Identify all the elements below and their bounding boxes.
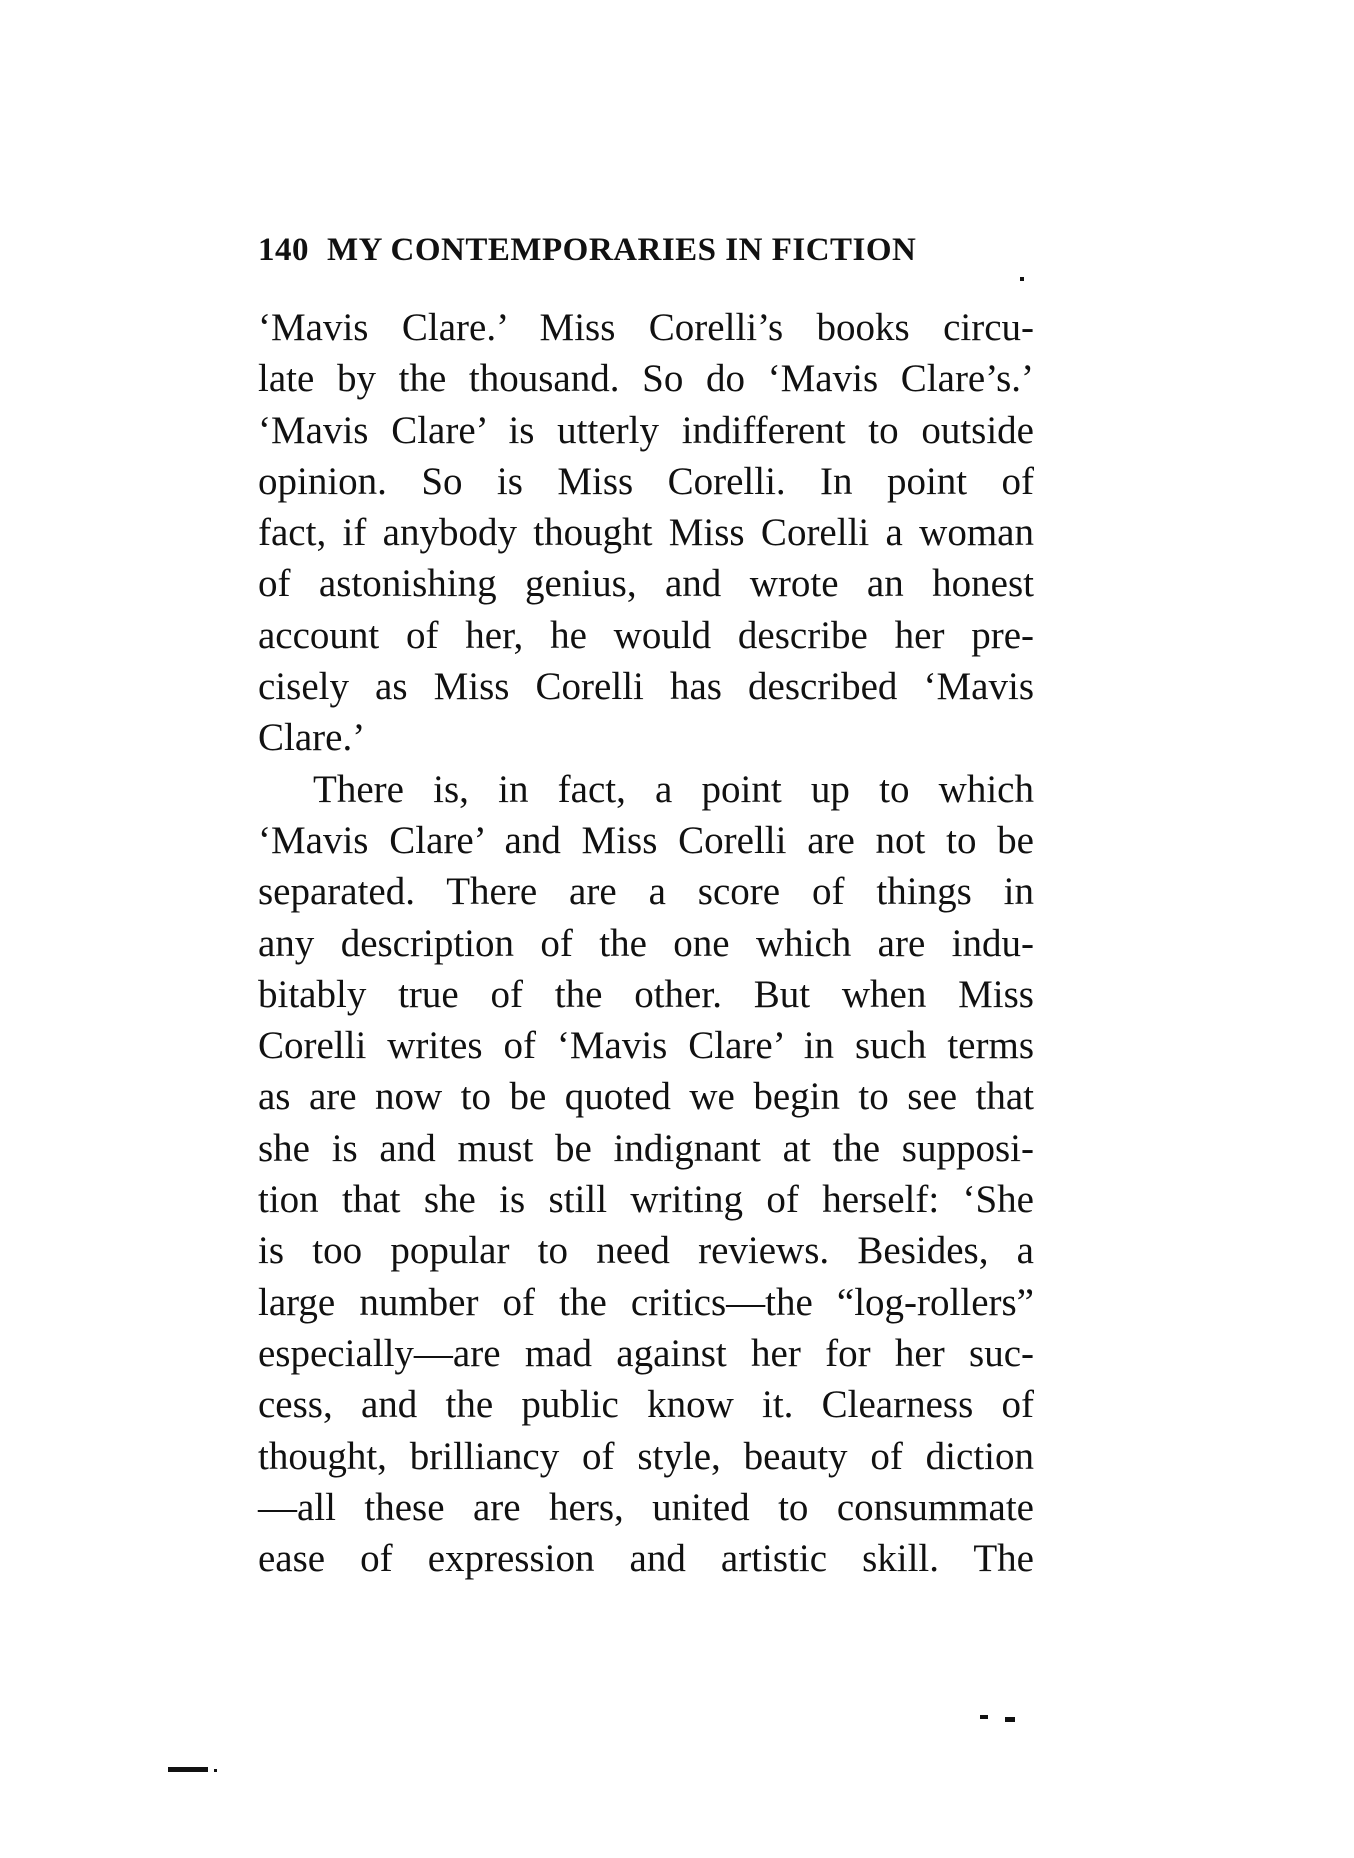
text-line: —all these are hers, united to consummate: [258, 1485, 1034, 1529]
text-line: any description of the one which are indu-: [258, 921, 1034, 965]
text-line: tion that she is still writing of herself: ‘She: [258, 1178, 1034, 1222]
text-line: as are now to be quoted we begin to see that: [258, 1075, 1034, 1119]
text-line: ‘Mavis Clare’ and Miss Corelli are not to be: [258, 818, 1034, 862]
text-line: account of her, he would describe her pre-: [258, 613, 1034, 657]
running-title: MY CONTEMPORARIES IN FICTION: [327, 232, 917, 268]
body-text: [258, 302, 1034, 1584]
text-line: ease of expression and artistic skill. The: [258, 1537, 1034, 1581]
text-line: of astonishing genius, and wrote an honest: [258, 562, 1034, 606]
page-number: 140: [258, 232, 309, 268]
text-line: thought, brilliancy of style, beauty of diction: [258, 1434, 1034, 1478]
text-line: large number of the critics—the “log-rollers”: [258, 1280, 1034, 1324]
print-speck: [1020, 277, 1024, 281]
text-line: opinion. So is Miss Corelli. In point of: [258, 459, 1034, 503]
running-header: [258, 232, 1038, 282]
text-line: she is and must be indignant at the supposi-: [258, 1126, 1034, 1170]
text-line: Clare.’: [258, 716, 366, 760]
scan-mark: [168, 1767, 208, 1772]
print-speck: [980, 1715, 988, 1719]
text-line: fact, if anybody thought Miss Corelli a woman: [258, 511, 1034, 555]
text-line: late by the thousand. So do ‘Mavis Clare’s.’: [258, 357, 1034, 401]
print-speck: [1005, 1717, 1015, 1722]
text-line: cess, and the public know it. Clearness of: [258, 1383, 1034, 1427]
text-line: There is, in fact, a point up to which: [313, 767, 1034, 811]
text-line: ‘Mavis Clare.’ Miss Corelli’s books circu-: [258, 306, 1034, 349]
text-line: Corelli writes of ‘Mavis Clare’ in such terms: [258, 1024, 1034, 1068]
text-line: is too popular to need reviews. Besides, a: [258, 1229, 1034, 1273]
text-line: especially—are mad against her for her suc-: [258, 1331, 1034, 1375]
text-line: bitably true of the other. But when Miss: [258, 972, 1034, 1016]
text-line: ‘Mavis Clare’ is utterly indifferent to outside: [258, 408, 1034, 452]
paragraph-2: [258, 764, 1034, 1585]
scan-mark: [214, 1769, 217, 1772]
paragraph-1: [258, 302, 1034, 764]
text-line: cisely as Miss Corelli has described ‘Mavis: [258, 665, 1034, 709]
text-line: separated. There are a score of things in: [258, 870, 1034, 914]
